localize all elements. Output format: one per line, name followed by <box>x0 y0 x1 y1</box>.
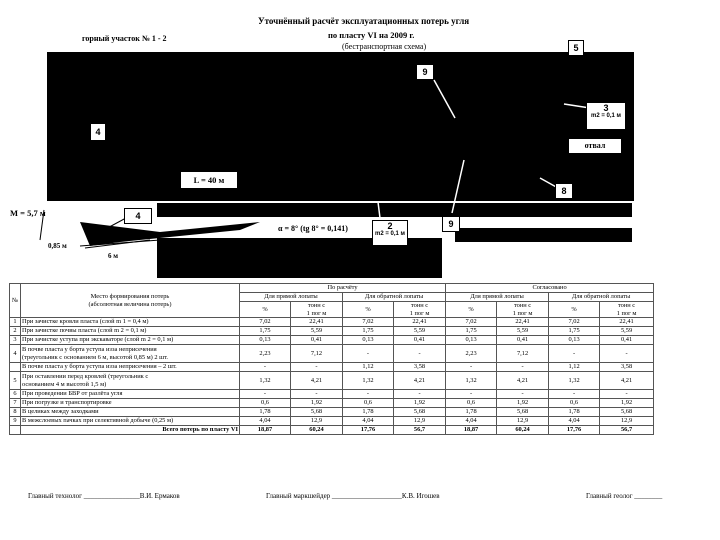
angle-label: α = 8° (tg 8° = 0,141) <box>278 224 348 233</box>
total-row: Всего потерь по пласту VI 18,87 60,24 17,76 56,7 18,87 60,24 17,76 56,7 <box>10 426 654 435</box>
table-row: 6 При проведении БВР от разлёта угля - - - - - - - - <box>10 390 654 399</box>
label-9-bottom: 9 <box>442 216 460 232</box>
label-3: 3 m2 = 0,1 м <box>586 102 626 130</box>
section-label: горный участок № 1 - 2 <box>82 34 167 43</box>
length-label: L = 40 м <box>180 171 238 189</box>
table-row: 2 При зачистке почвы пласта (слой m 2 = 0,1 м) 1,75 5,59 1,75 5,59 1,75 5,59 1,75 5,59 <box>10 327 654 336</box>
agreed-header: Согласовано <box>446 284 654 293</box>
table-row: 8 В целиках между заходками 1,78 5,68 1,78 5,68 1,78 5,68 1,78 5,68 <box>10 408 654 417</box>
table-row: 1 При зачистке кровли пласта (слой m 1 = 0,4 м) 7,02 22,41 7,02 22,41 7,02 22,41 7,02 22,41 <box>10 318 654 327</box>
dim-085: 0,85 м <box>48 242 67 250</box>
signature-geo: Главный геолог ________ <box>586 492 663 500</box>
label-8: 8 <box>555 183 573 199</box>
table-row: 9 В межслоевых пачках при селективной добыче (0,25 м) 4,04 12,9 4,04 12,9 4,04 12,9 4,04 12,9 <box>10 417 654 426</box>
calc-header: По расчёту <box>240 284 446 293</box>
header-row-2: Для прямой лопаты Для обратной лопаты Для прямой лопаты Для обратной лопаты <box>10 293 654 302</box>
col-place-header: Место формирования потерь (абсолютная величина потерь) <box>21 284 240 318</box>
signature-survey: Главный маркшейдер ____________________К.В. Игошев <box>266 492 440 500</box>
thickness-label: M = 5,7 м <box>10 208 46 218</box>
label-2: 2 m2 = 0,1 м <box>372 220 408 246</box>
header-row-1 <box>10 284 654 293</box>
losses-table <box>9 283 654 435</box>
label-4-bottom: 4 <box>124 208 152 224</box>
label-9-top: 9 <box>416 64 434 80</box>
col-no-header: № <box>10 284 21 318</box>
table-row: 4 В почве пласта у борта уступа изза неприсечения (треугольник с основанием 6 м, высотой 0,85 м) 2 шт. 2,23 7,12 - - 2,23 7,12 - - <box>10 345 654 363</box>
header-row-3: % тонн с 1 пог м % тонн с 1 пог м % тонн с 1 пог м % тонн с 1 пог м <box>10 302 654 318</box>
table-row: 5 При оставлении перед кровлей (треугольник с основанием 4 м высотой 1,5 м) 1,32 4,21 1,32 4,21 1,32 4,21 1,32 4,21 <box>10 372 654 390</box>
title-line-2: по пласту VI на 2009 г. <box>328 30 415 40</box>
table-row: В почве пласта у борта уступа изза неприсечения – 2 шт. - - 1,12 3,58 - - 1,12 3,58 <box>10 363 654 372</box>
dim-6: 6 м <box>108 252 119 260</box>
subtitle: (бестранспортная схема) <box>342 42 427 51</box>
label-4-left: 4 <box>90 123 106 141</box>
otval-label: отвал <box>568 138 622 154</box>
total-label: Всего потерь по пласту VI <box>21 426 240 435</box>
table-row: 3 При зачистке уступа при экскаваторе (слой m 2 = 0,1 м) 0,13 0,41 0,13 0,41 0,13 0,41 0,13 0,41 <box>10 336 654 345</box>
table-row: 7 При погрузке и транспортировке 0,6 1,92 0,6 1,92 0,6 1,92 0,6 1,92 <box>10 399 654 408</box>
title-line-1: Уточнённый расчёт эксплуатационных потерь угля <box>258 16 470 26</box>
label-5: 5 <box>568 40 584 56</box>
signature-tech: Главный технолог ________________В.И. Ермаков <box>28 492 180 500</box>
